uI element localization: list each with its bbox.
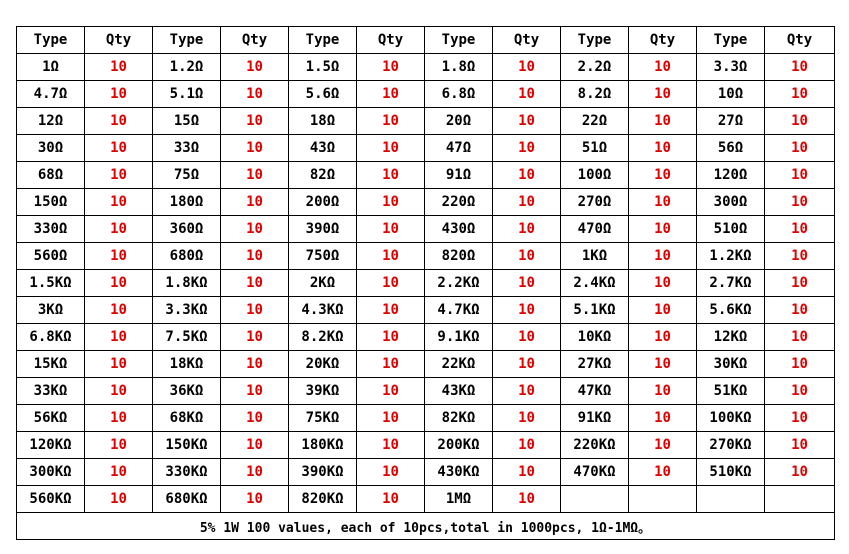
type-cell: 27KΩ — [561, 351, 629, 378]
qty-cell: 10 — [629, 378, 697, 405]
qty-cell: 10 — [493, 459, 561, 486]
type-cell: 15Ω — [153, 108, 221, 135]
qty-cell: 10 — [629, 324, 697, 351]
type-cell: 300KΩ — [17, 459, 85, 486]
qty-cell: 10 — [85, 378, 153, 405]
type-cell: 560Ω — [17, 243, 85, 270]
type-cell: 330Ω — [17, 216, 85, 243]
type-cell: 220KΩ — [561, 432, 629, 459]
qty-cell: 10 — [765, 351, 835, 378]
type-cell: 150KΩ — [153, 432, 221, 459]
type-cell: 12Ω — [17, 108, 85, 135]
type-cell: 22Ω — [561, 108, 629, 135]
qty-cell: 10 — [493, 135, 561, 162]
type-cell: 10KΩ — [561, 324, 629, 351]
type-cell: 91KΩ — [561, 405, 629, 432]
qty-cell: 10 — [221, 270, 289, 297]
qty-cell: 10 — [765, 270, 835, 297]
type-header-1: Type — [17, 27, 85, 54]
qty-cell: 10 — [357, 378, 425, 405]
type-cell: 8.2KΩ — [289, 324, 357, 351]
type-header-3: Type — [289, 27, 357, 54]
table-row — [17, 135, 835, 162]
type-cell: 5.1KΩ — [561, 297, 629, 324]
qty-cell: 10 — [493, 162, 561, 189]
qty-cell: 10 — [765, 162, 835, 189]
table-row — [17, 432, 835, 459]
qty-cell: 10 — [221, 162, 289, 189]
table-row — [17, 459, 835, 486]
table-row — [17, 351, 835, 378]
type-cell: 6.8KΩ — [17, 324, 85, 351]
qty-cell: 10 — [357, 486, 425, 513]
qty-cell: 10 — [357, 54, 425, 81]
type-cell: 39KΩ — [289, 378, 357, 405]
qty-cell: 10 — [493, 216, 561, 243]
qty-cell: 10 — [493, 324, 561, 351]
type-cell: 51KΩ — [697, 378, 765, 405]
type-cell: 680KΩ — [153, 486, 221, 513]
qty-cell: 10 — [357, 216, 425, 243]
qty-cell: 10 — [493, 297, 561, 324]
type-cell: 820Ω — [425, 243, 493, 270]
type-cell: 1.5KΩ — [17, 270, 85, 297]
table-row — [17, 162, 835, 189]
type-cell: 4.3KΩ — [289, 297, 357, 324]
type-header-5: Type — [561, 27, 629, 54]
type-cell: 10Ω — [697, 81, 765, 108]
type-cell: 270KΩ — [697, 432, 765, 459]
type-header-4: Type — [425, 27, 493, 54]
qty-cell: 10 — [629, 270, 697, 297]
qty-header-3: Qty — [357, 27, 425, 54]
type-cell: 47KΩ — [561, 378, 629, 405]
resistor-values-table — [16, 26, 835, 540]
qty-cell: 10 — [765, 432, 835, 459]
qty-cell: 10 — [765, 324, 835, 351]
type-cell: 1.8KΩ — [153, 270, 221, 297]
type-cell: 8.2Ω — [561, 81, 629, 108]
type-cell: 300Ω — [697, 189, 765, 216]
qty-cell: 10 — [493, 432, 561, 459]
qty-cell: 10 — [765, 405, 835, 432]
qty-cell: 10 — [629, 297, 697, 324]
type-cell: 75KΩ — [289, 405, 357, 432]
qty-cell: 10 — [85, 108, 153, 135]
type-cell: 75Ω — [153, 162, 221, 189]
table-row — [17, 297, 835, 324]
qty-cell — [629, 486, 697, 513]
qty-cell: 10 — [221, 351, 289, 378]
qty-cell: 10 — [221, 189, 289, 216]
type-cell: 180Ω — [153, 189, 221, 216]
type-cell: 27Ω — [697, 108, 765, 135]
type-cell: 2KΩ — [289, 270, 357, 297]
type-cell: 36KΩ — [153, 378, 221, 405]
type-cell: 33KΩ — [17, 378, 85, 405]
qty-cell: 10 — [85, 297, 153, 324]
qty-cell: 10 — [221, 108, 289, 135]
qty-cell: 10 — [221, 378, 289, 405]
type-cell: 5.6KΩ — [697, 297, 765, 324]
table-body — [17, 54, 835, 513]
type-cell: 470KΩ — [561, 459, 629, 486]
qty-cell: 10 — [629, 405, 697, 432]
qty-cell: 10 — [85, 243, 153, 270]
qty-cell: 10 — [357, 297, 425, 324]
type-cell: 2.4KΩ — [561, 270, 629, 297]
qty-cell: 10 — [357, 135, 425, 162]
type-cell: 1.2KΩ — [697, 243, 765, 270]
type-cell: 5.1Ω — [153, 81, 221, 108]
type-cell: 680Ω — [153, 243, 221, 270]
type-cell — [561, 486, 629, 513]
type-cell: 330KΩ — [153, 459, 221, 486]
qty-cell: 10 — [221, 243, 289, 270]
type-cell: 470Ω — [561, 216, 629, 243]
table-footer — [17, 513, 835, 540]
qty-cell: 10 — [85, 270, 153, 297]
type-cell: 120Ω — [697, 162, 765, 189]
type-cell: 33Ω — [153, 135, 221, 162]
type-cell: 820KΩ — [289, 486, 357, 513]
type-cell: 15KΩ — [17, 351, 85, 378]
type-cell: 4.7Ω — [17, 81, 85, 108]
qty-cell: 10 — [493, 108, 561, 135]
qty-cell: 10 — [85, 432, 153, 459]
qty-cell: 10 — [85, 216, 153, 243]
type-cell: 12KΩ — [697, 324, 765, 351]
table-row — [17, 216, 835, 243]
type-cell: 47Ω — [425, 135, 493, 162]
type-cell: 9.1KΩ — [425, 324, 493, 351]
qty-cell: 10 — [765, 135, 835, 162]
footer-row — [17, 513, 835, 540]
qty-cell: 10 — [357, 324, 425, 351]
type-cell: 270Ω — [561, 189, 629, 216]
qty-cell: 10 — [221, 459, 289, 486]
qty-cell: 10 — [221, 216, 289, 243]
table-row — [17, 243, 835, 270]
type-cell: 1Ω — [17, 54, 85, 81]
table-header — [17, 27, 835, 54]
type-cell: 82Ω — [289, 162, 357, 189]
type-cell: 7.5KΩ — [153, 324, 221, 351]
type-cell: 390Ω — [289, 216, 357, 243]
type-cell: 1.2Ω — [153, 54, 221, 81]
type-cell: 3KΩ — [17, 297, 85, 324]
type-cell: 200Ω — [289, 189, 357, 216]
qty-cell: 10 — [221, 405, 289, 432]
qty-cell: 10 — [85, 351, 153, 378]
type-cell: 20Ω — [425, 108, 493, 135]
qty-cell: 10 — [493, 378, 561, 405]
type-cell: 3.3Ω — [697, 54, 765, 81]
qty-cell: 10 — [493, 189, 561, 216]
qty-cell: 10 — [765, 297, 835, 324]
type-cell: 82KΩ — [425, 405, 493, 432]
type-cell: 560KΩ — [17, 486, 85, 513]
qty-cell: 10 — [221, 432, 289, 459]
qty-cell: 10 — [765, 216, 835, 243]
qty-cell: 10 — [629, 243, 697, 270]
qty-cell: 10 — [629, 54, 697, 81]
qty-cell: 10 — [221, 54, 289, 81]
qty-cell: 10 — [629, 81, 697, 108]
qty-cell: 10 — [85, 81, 153, 108]
qty-cell: 10 — [629, 432, 697, 459]
qty-cell: 10 — [357, 270, 425, 297]
type-cell: 430KΩ — [425, 459, 493, 486]
qty-cell: 10 — [629, 351, 697, 378]
type-cell: 30KΩ — [697, 351, 765, 378]
table-row — [17, 378, 835, 405]
footer-note: 5% 1W 100 values, each of 10pcs,total in 1000pcs, 1Ω-1MΩ。 — [17, 513, 835, 540]
type-cell: 68KΩ — [153, 405, 221, 432]
table-row — [17, 81, 835, 108]
type-cell: 30Ω — [17, 135, 85, 162]
type-cell: 68Ω — [17, 162, 85, 189]
qty-cell: 10 — [85, 54, 153, 81]
qty-cell: 10 — [357, 162, 425, 189]
type-header-6: Type — [697, 27, 765, 54]
qty-cell: 10 — [221, 297, 289, 324]
type-cell: 4.7KΩ — [425, 297, 493, 324]
qty-cell: 10 — [221, 135, 289, 162]
qty-cell: 10 — [493, 270, 561, 297]
type-cell: 1MΩ — [425, 486, 493, 513]
type-cell: 1KΩ — [561, 243, 629, 270]
qty-header-1: Qty — [85, 27, 153, 54]
qty-cell: 10 — [629, 459, 697, 486]
table-row — [17, 108, 835, 135]
type-cell: 430Ω — [425, 216, 493, 243]
type-cell: 360Ω — [153, 216, 221, 243]
qty-cell: 10 — [357, 108, 425, 135]
type-cell: 91Ω — [425, 162, 493, 189]
qty-cell: 10 — [357, 432, 425, 459]
table-row — [17, 270, 835, 297]
type-cell: 56Ω — [697, 135, 765, 162]
qty-header-4: Qty — [493, 27, 561, 54]
qty-cell: 10 — [765, 459, 835, 486]
type-cell: 43Ω — [289, 135, 357, 162]
qty-cell: 10 — [493, 405, 561, 432]
qty-cell: 10 — [493, 54, 561, 81]
qty-cell: 10 — [765, 189, 835, 216]
qty-cell: 10 — [493, 243, 561, 270]
qty-cell: 10 — [357, 189, 425, 216]
type-cell: 750Ω — [289, 243, 357, 270]
qty-cell — [765, 486, 835, 513]
type-cell: 5.6Ω — [289, 81, 357, 108]
qty-cell: 10 — [629, 162, 697, 189]
qty-cell: 10 — [85, 135, 153, 162]
table-row — [17, 324, 835, 351]
qty-cell: 10 — [765, 243, 835, 270]
qty-cell: 10 — [493, 351, 561, 378]
qty-cell: 10 — [85, 189, 153, 216]
qty-cell: 10 — [221, 324, 289, 351]
type-cell: 18Ω — [289, 108, 357, 135]
type-cell: 120KΩ — [17, 432, 85, 459]
qty-cell: 10 — [357, 351, 425, 378]
qty-cell: 10 — [765, 54, 835, 81]
type-cell: 220Ω — [425, 189, 493, 216]
qty-cell: 10 — [357, 405, 425, 432]
type-cell: 180KΩ — [289, 432, 357, 459]
qty-cell: 10 — [85, 324, 153, 351]
type-cell: 18KΩ — [153, 351, 221, 378]
qty-cell: 10 — [629, 189, 697, 216]
table-row — [17, 54, 835, 81]
type-cell: 100KΩ — [697, 405, 765, 432]
qty-cell: 10 — [221, 486, 289, 513]
type-cell: 20KΩ — [289, 351, 357, 378]
type-cell — [697, 486, 765, 513]
qty-cell: 10 — [629, 135, 697, 162]
qty-cell: 10 — [357, 243, 425, 270]
qty-cell: 10 — [221, 81, 289, 108]
type-cell: 22KΩ — [425, 351, 493, 378]
qty-cell: 10 — [357, 81, 425, 108]
table-row — [17, 189, 835, 216]
qty-header-2: Qty — [221, 27, 289, 54]
type-cell: 2.7KΩ — [697, 270, 765, 297]
qty-cell: 10 — [85, 486, 153, 513]
qty-cell: 10 — [629, 216, 697, 243]
type-header-2: Type — [153, 27, 221, 54]
type-cell: 1.8Ω — [425, 54, 493, 81]
type-cell: 43KΩ — [425, 378, 493, 405]
type-cell: 56KΩ — [17, 405, 85, 432]
qty-cell: 10 — [765, 108, 835, 135]
qty-cell: 10 — [629, 108, 697, 135]
type-cell: 51Ω — [561, 135, 629, 162]
type-cell: 150Ω — [17, 189, 85, 216]
type-cell: 1.5Ω — [289, 54, 357, 81]
qty-cell: 10 — [765, 378, 835, 405]
qty-header-5: Qty — [629, 27, 697, 54]
type-cell: 390KΩ — [289, 459, 357, 486]
qty-cell: 10 — [765, 81, 835, 108]
type-cell: 510Ω — [697, 216, 765, 243]
qty-cell: 10 — [85, 459, 153, 486]
table-row — [17, 486, 835, 513]
qty-cell: 10 — [85, 162, 153, 189]
type-cell: 3.3KΩ — [153, 297, 221, 324]
type-cell: 100Ω — [561, 162, 629, 189]
qty-cell: 10 — [357, 459, 425, 486]
qty-cell: 10 — [85, 405, 153, 432]
type-cell: 6.8Ω — [425, 81, 493, 108]
type-cell: 510KΩ — [697, 459, 765, 486]
type-cell: 200KΩ — [425, 432, 493, 459]
qty-cell: 10 — [493, 486, 561, 513]
qty-header-6: Qty — [765, 27, 835, 54]
qty-cell: 10 — [493, 81, 561, 108]
type-cell: 2.2Ω — [561, 54, 629, 81]
type-cell: 2.2KΩ — [425, 270, 493, 297]
table-row — [17, 405, 835, 432]
header-row — [17, 27, 835, 54]
